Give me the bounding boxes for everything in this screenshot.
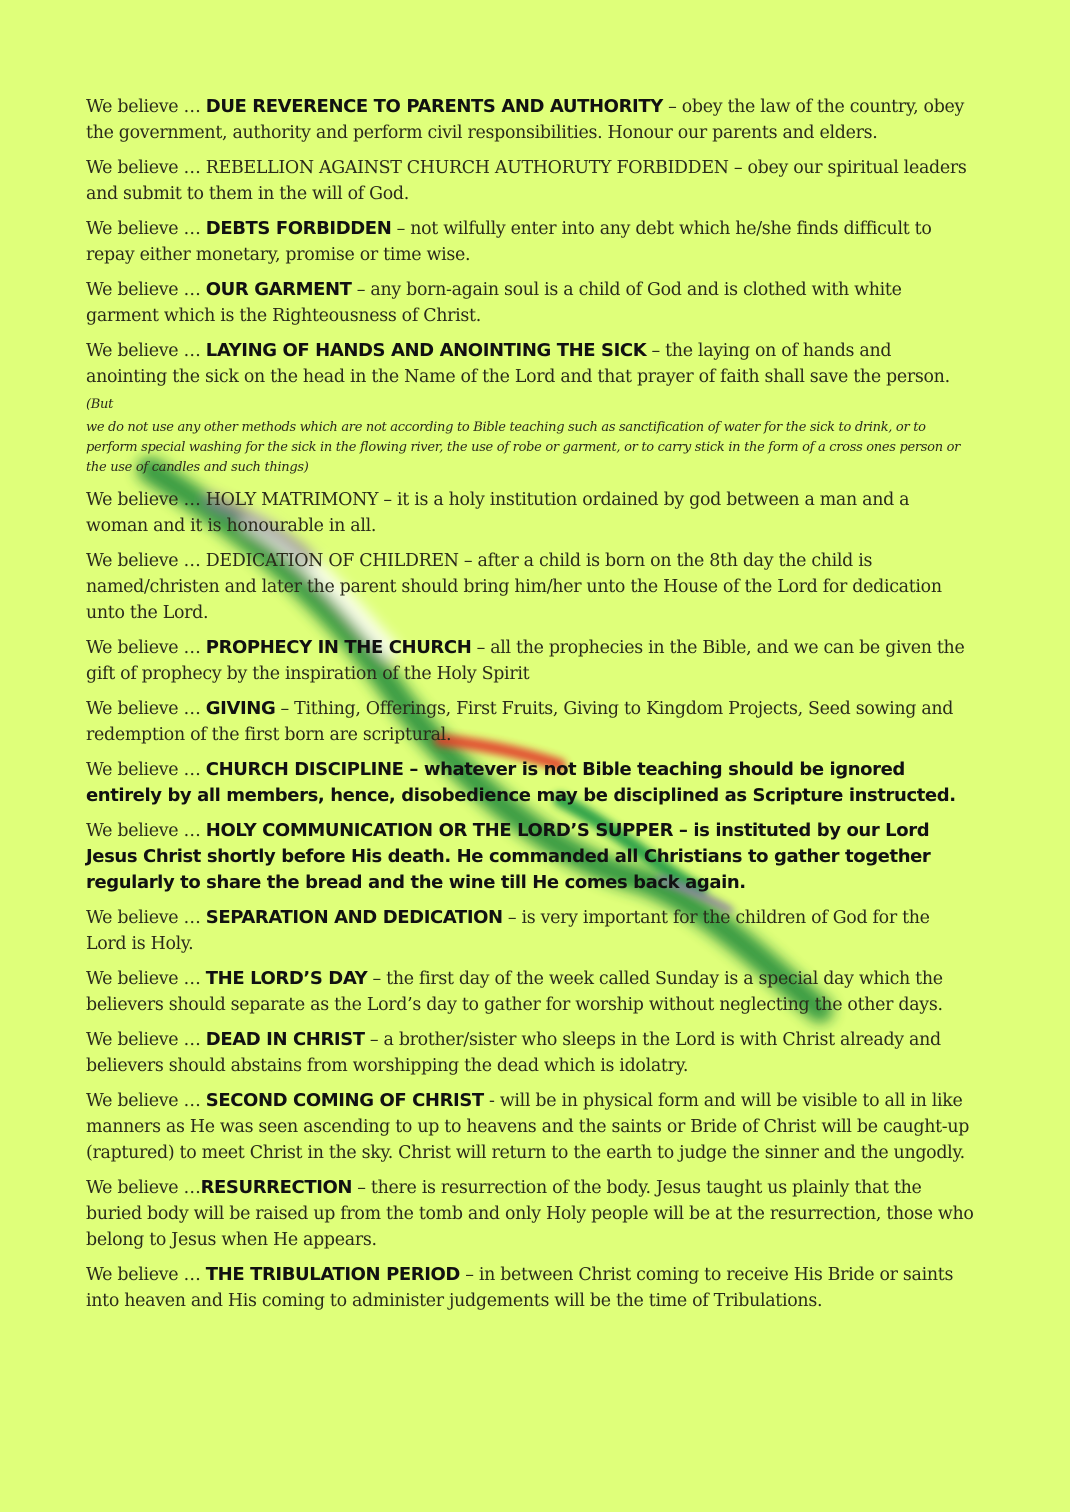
belief-text: – the first day of the week called Sunday is a special day which the believers should separate as the Lord’s day to gather for worship without neglecting the other days. <box>86 969 943 1015</box>
belief-prefix: We believe … <box>86 969 206 989</box>
belief-prefix: We believe … <box>86 551 206 571</box>
belief-text: – any born-again soul is a child of God and is clothed with white garment which is the Righteousness of Christ. <box>86 280 902 326</box>
belief-text: CHURCH DISCIPLINE – whatever is not Bible teaching should be ignored entirely by all members, hence, disobedience may be disciplined as Scripture instructed. <box>86 759 956 806</box>
belief-item <box>86 94 974 146</box>
belief-text: – a brother/sister who sleeps in the Lord is with Christ already and believers should abstains from worshipping the dead which is idolatry. <box>86 1030 941 1076</box>
belief-prefix: We believe … <box>86 1091 206 1111</box>
belief-prefix: We believe … <box>86 1265 206 1285</box>
belief-prefix: We believe … <box>86 280 206 300</box>
belief-item <box>86 1175 974 1253</box>
belief-item <box>86 216 974 268</box>
belief-prefix: We believe … <box>86 638 206 658</box>
belief-item <box>86 338 974 478</box>
belief-text: – is very important for the children of God for the Lord is Holy. <box>86 908 930 954</box>
belief-item <box>86 155 974 207</box>
belief-heading: GIVING <box>205 698 276 719</box>
belief-heading: DEBTS FORBIDDEN <box>205 218 392 239</box>
belief-item <box>86 1027 974 1079</box>
belief-prefix: We believe … <box>86 699 206 719</box>
belief-heading: THE LORD’S DAY <box>205 968 368 989</box>
belief-item <box>86 757 974 809</box>
belief-prefix: We believe … <box>86 1030 206 1050</box>
belief-text: – in between Christ coming to receive His Bride or saints into heaven and His coming to administer judgements will be the time of Tribulations. <box>86 1265 954 1311</box>
belief-item <box>86 277 974 329</box>
belief-item <box>86 1088 974 1166</box>
belief-prefix: We believe … <box>86 760 206 780</box>
belief-note-lead: (But <box>86 397 114 412</box>
belief-text: – the laying on of hands and anointing the sick on the head in the Name of the Lord and that prayer of faith shall save the person. <box>86 341 950 387</box>
belief-heading: LAYING OF HANDS AND ANOINTING THE SICK <box>205 340 647 361</box>
belief-item <box>86 818 974 896</box>
belief-prefix: We believe … <box>86 821 206 841</box>
belief-item <box>86 696 974 748</box>
belief-text: HOLY COMMUNICATION OR THE LORD’S SUPPER – is instituted by our Lord Jesus Christ shortly before His death. He commanded all Christians to gather together regularly to share the bread and the wine till He comes back again. <box>86 820 931 893</box>
belief-text: REBELLION AGAINST CHURCH AUTHORUTY FORBIDDEN – obey our spiritual leaders and submit to them in the will of God. <box>86 158 967 204</box>
belief-heading: DUE REVERENCE TO PARENTS AND AUTHORITY <box>205 96 663 117</box>
belief-text: – obey the law of the country, obey the government, authority and perform civil responsibilities. Honour our parents and elders. <box>86 97 965 143</box>
belief-heading: OUR GARMENT <box>205 279 352 300</box>
belief-prefix: We believe … <box>86 219 206 239</box>
belief-text: – all the prophecies in the Bible, and we can be given the gift of prophecy by the inspiration of the Holy Spirit <box>86 638 965 684</box>
belief-prefix: We believe … <box>86 158 206 178</box>
belief-prefix: We believe … <box>86 97 206 117</box>
belief-text: – not wilfully enter into any debt which he/she finds difficult to repay either monetary, promise or time wise. <box>86 219 932 265</box>
belief-text: HOLY MATRIMONY – it is a holy institution ordained by god between a man and a woman and it is honourable in all. <box>86 490 910 536</box>
belief-heading: THE TRIBULATION PERIOD <box>205 1264 460 1285</box>
belief-note: we do not use any other methods which are not according to Bible teaching such as sanctification of water for the sick to drink, or to perform special washing for the sick in the flowing river, the use of robe or garment, or to carry stick in the form of a cross ones person or the use of candles and such things) <box>86 420 961 475</box>
belief-item <box>86 487 974 539</box>
belief-text: – Tithing, Offerings, First Fruits, Giving to Kingdom Projects, Seed sowing and redemption of the first born are scriptural. <box>86 699 954 745</box>
beliefs-list <box>86 94 974 1323</box>
belief-prefix: We believe … <box>86 341 206 361</box>
belief-item <box>86 548 974 626</box>
belief-heading: SECOND COMING OF CHRIST <box>205 1090 484 1111</box>
belief-prefix: We believe … <box>86 490 206 510</box>
belief-prefix: We believe … <box>86 908 206 928</box>
belief-heading: RESURRECTION <box>200 1177 353 1198</box>
belief-text: DEDICATION OF CHILDREN – after a child is born on the 8th day the child is named/christen and later the parent should bring him/her unto the House of the Lord for dedication unto the Lord. <box>86 551 942 623</box>
belief-item <box>86 905 974 957</box>
belief-heading: PROPHECY IN THE CHURCH <box>205 637 472 658</box>
belief-item <box>86 635 974 687</box>
belief-item <box>86 1262 974 1314</box>
belief-heading: DEAD IN CHRIST <box>205 1029 365 1050</box>
belief-text: - will be in physical form and will be visible to all in like manners as He was seen ascending to up to heavens and the saints or Bride of Christ will be caught-up (raptured) to meet Christ in the sky. Christ will return to the earth to judge the sinner and the ungodly. <box>86 1091 970 1163</box>
belief-text: – there is resurrection of the body. Jesus taught us plainly that the buried body will be raised up from the tomb and only Holy people will be at the resurrection, those who belong to Jesus when He appears. <box>86 1178 974 1250</box>
belief-item <box>86 966 974 1018</box>
belief-prefix: We believe … <box>86 1178 201 1198</box>
belief-heading: SEPARATION AND DEDICATION <box>205 907 503 928</box>
